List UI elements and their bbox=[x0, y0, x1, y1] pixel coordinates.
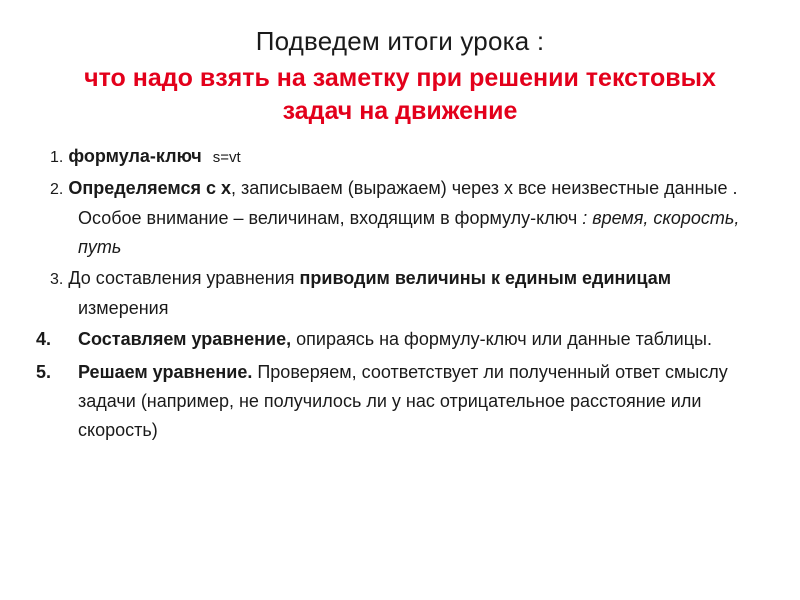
list-item-5 bbox=[36, 358, 766, 445]
list-item-bold: Решаем уравнение. bbox=[78, 362, 253, 382]
list-item-text: , записываем (выражаем) через х все неизвестные данные . Особое внимание – величинам, входящим в формулу-ключ bbox=[78, 178, 738, 228]
list-item-italic: : время, скорость, путь bbox=[78, 208, 740, 257]
list-item-text: До составления уравнения bbox=[68, 268, 300, 288]
slide-title: Подведем итоги урока : bbox=[255, 26, 545, 56]
list-number: 2. bbox=[50, 181, 64, 198]
slide-subtitle: что надо взять на заметку при решении текстовых задач на движение bbox=[84, 64, 716, 125]
list-number: 1. bbox=[50, 149, 64, 166]
formula: s=vt bbox=[212, 149, 241, 166]
list-number: 5. bbox=[36, 362, 52, 382]
list-item-bold: Определяемся с х bbox=[68, 178, 232, 198]
list-number: 3. bbox=[50, 271, 64, 288]
list-number: 4. bbox=[36, 329, 52, 349]
list-item-bold: Составляем уравнение, bbox=[78, 329, 292, 349]
list-item-2 bbox=[36, 174, 766, 262]
list-item-bold: приводим величины к единым единицам bbox=[299, 268, 672, 288]
list-item-4 bbox=[36, 325, 766, 354]
summary-list bbox=[36, 142, 766, 449]
list-item-bold: формула-ключ bbox=[68, 146, 202, 166]
list-item-3 bbox=[36, 264, 766, 323]
list-item-1 bbox=[36, 142, 766, 172]
list-item-text: измерения bbox=[78, 298, 169, 318]
list-item-text: опираясь на формулу-ключ или данные таблицы. bbox=[291, 329, 712, 349]
list-item-text: Проверяем, соответствует ли полученный ответ смыслу задачи (например, не получилось ли у нас отрицательное расстояние или скорость) bbox=[78, 362, 728, 440]
